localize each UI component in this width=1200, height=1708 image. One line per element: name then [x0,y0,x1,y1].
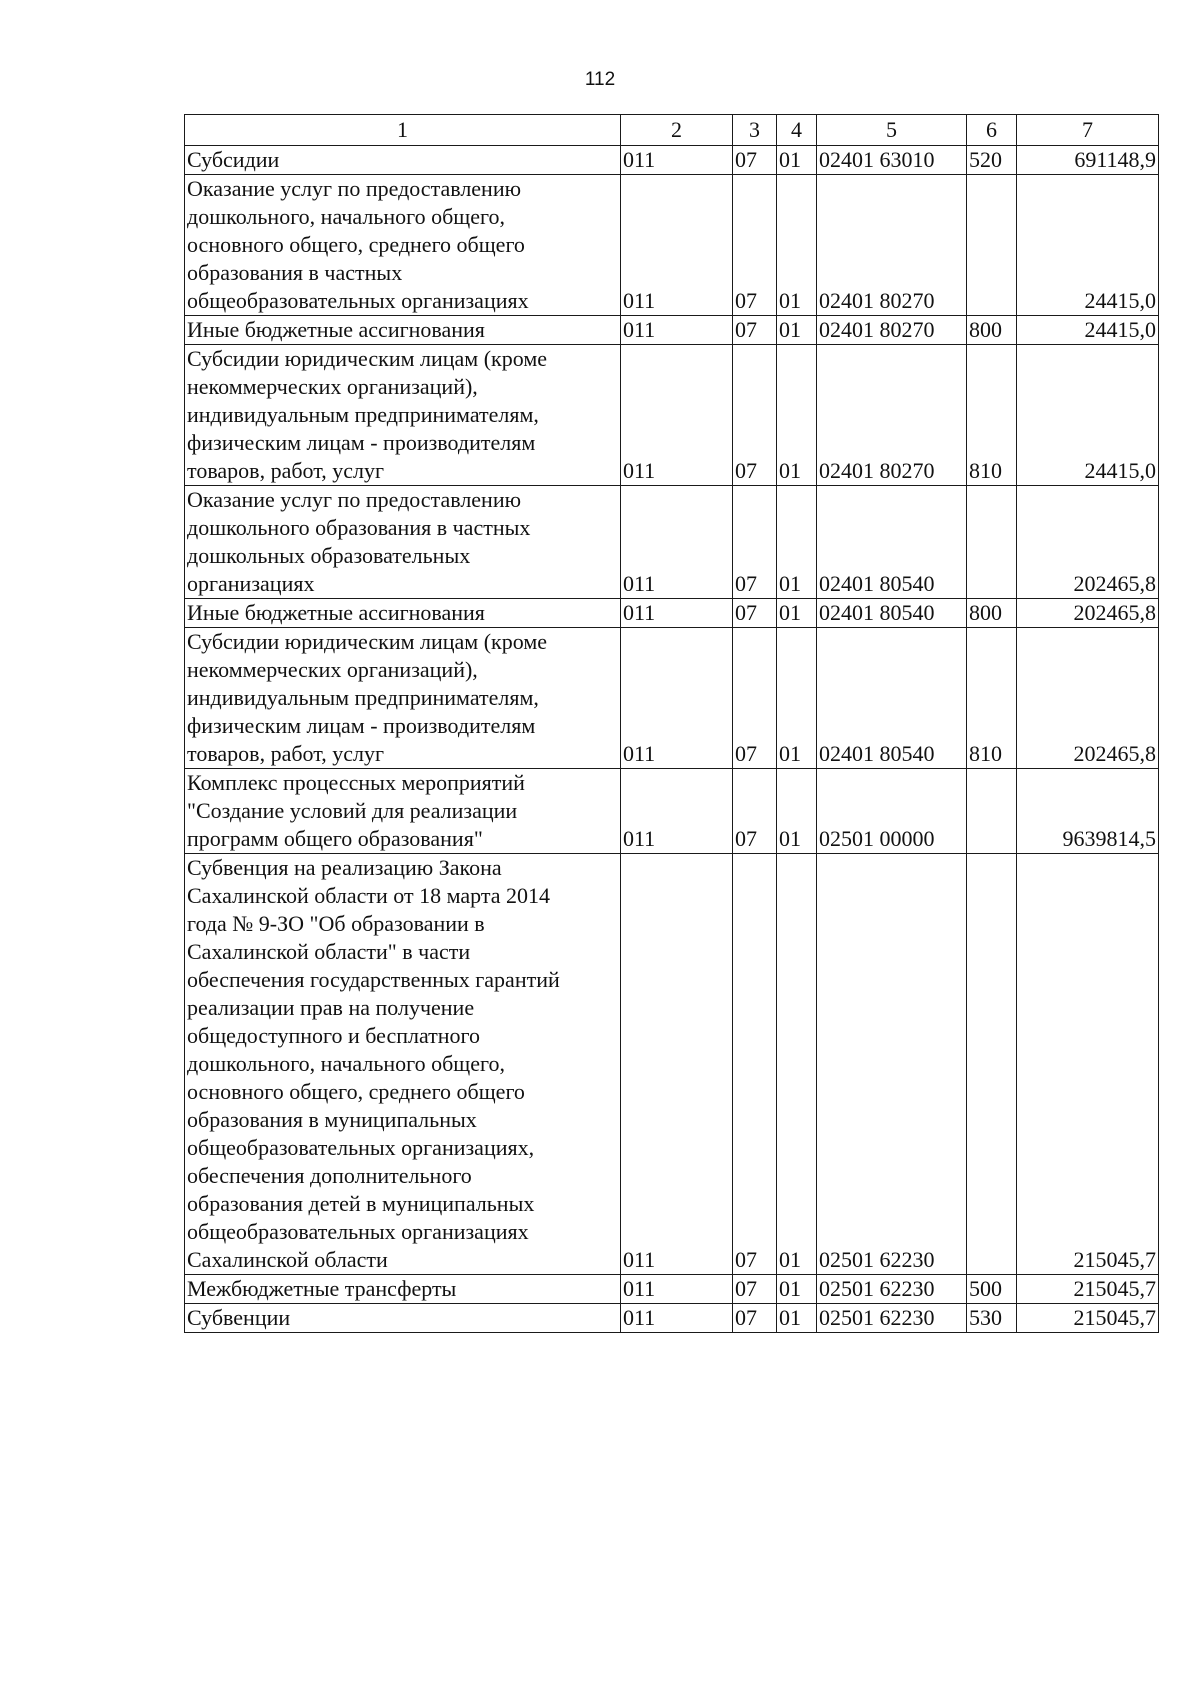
row-amount: 215045,7 [1017,1304,1159,1333]
row-expense-type: 520 [967,146,1017,175]
row-subsection: 01 [777,628,817,769]
row-name: Оказание услуг по предоставлению дошкольного образования в частных дошкольных образовательных организациях [185,486,621,599]
row-subsection: 01 [777,486,817,599]
row-section: 07 [733,146,777,175]
row-section: 07 [733,316,777,345]
table-row [185,175,1159,316]
row-section: 07 [733,854,777,1275]
row-name: Субвенции [185,1304,621,1333]
header-col-7: 7 [1017,115,1159,146]
row-name: Иные бюджетные ассигнования [185,316,621,345]
table-row [185,1275,1159,1304]
row-subsection: 01 [777,175,817,316]
row-target: 02501 62230 [817,854,967,1275]
row-name: Субсидии [185,146,621,175]
row-amount: 24415,0 [1017,175,1159,316]
row-section: 07 [733,1304,777,1333]
row-ministry: 011 [621,854,733,1275]
row-name: Межбюджетные трансферты [185,1275,621,1304]
table-row [185,854,1159,1275]
row-ministry: 011 [621,486,733,599]
row-amount: 202465,8 [1017,599,1159,628]
table-row [185,345,1159,486]
row-amount: 24415,0 [1017,316,1159,345]
header-col-2: 2 [621,115,733,146]
row-section: 07 [733,1275,777,1304]
row-ministry: 011 [621,316,733,345]
row-amount: 215045,7 [1017,854,1159,1275]
row-expense-type [967,175,1017,316]
row-target: 02501 00000 [817,769,967,854]
row-subsection: 01 [777,599,817,628]
row-target: 02401 63010 [817,146,967,175]
row-subsection: 01 [777,1275,817,1304]
row-expense-type: 500 [967,1275,1017,1304]
row-name: Субсидии юридическим лицам (кроме некоммерческих организаций), индивидуальным предпринимателям, физическим лицам - производителям товаров, работ, услуг [185,345,621,486]
row-target: 02401 80540 [817,486,967,599]
page-number: 112 [584,69,616,90]
row-name: Субсидии юридическим лицам (кроме некоммерческих организаций), индивидуальным предпринимателям, физическим лицам - производителям товаров, работ, услуг [185,628,621,769]
header-col-4: 4 [777,115,817,146]
row-target: 02401 80270 [817,345,967,486]
row-section: 07 [733,628,777,769]
row-subsection: 01 [777,854,817,1275]
header-col-5: 5 [817,115,967,146]
budget-table [184,114,1159,1333]
row-target: 02501 62230 [817,1275,967,1304]
table-row [185,316,1159,345]
table-row [185,769,1159,854]
row-name: Комплекс процессных мероприятий "Создание условий для реализации программ общего образования" [185,769,621,854]
row-subsection: 01 [777,1304,817,1333]
row-section: 07 [733,345,777,486]
row-ministry: 011 [621,599,733,628]
table-row [185,486,1159,599]
row-section: 07 [733,486,777,599]
row-amount: 215045,7 [1017,1275,1159,1304]
row-amount: 9639814,5 [1017,769,1159,854]
row-ministry: 011 [621,628,733,769]
row-expense-type: 810 [967,628,1017,769]
row-subsection: 01 [777,769,817,854]
row-name: Оказание услуг по предоставлению дошкольного, начального общего, основного общего, среднего общего образования в частных общеобразовательных организациях [185,175,621,316]
row-target: 02401 80270 [817,175,967,316]
row-target: 02401 80540 [817,599,967,628]
row-amount: 202465,8 [1017,486,1159,599]
table-row [185,1304,1159,1333]
row-section: 07 [733,175,777,316]
row-expense-type [967,854,1017,1275]
row-ministry: 011 [621,146,733,175]
row-ministry: 011 [621,769,733,854]
row-expense-type [967,486,1017,599]
row-ministry: 011 [621,175,733,316]
row-amount: 24415,0 [1017,345,1159,486]
row-ministry: 011 [621,1304,733,1333]
row-target: 02401 80270 [817,316,967,345]
row-name: Субвенция на реализацию Закона Сахалинской области от 18 марта 2014 года № 9-ЗО "Об образовании в Сахалинской области" в части обеспечения государственных гарантий реализации прав на получение общедоступного и бесплатного дошкольного, начального общего, основного общего, среднего общего образования в муниципальных общеобразовательных организациях, обеспечения дополнительного образования детей в муниципальных общеобразовательных организациях Сахалинской области [185,854,621,1275]
row-section: 07 [733,599,777,628]
header-col-6: 6 [967,115,1017,146]
header-col-1: 1 [185,115,621,146]
row-amount: 691148,9 [1017,146,1159,175]
row-name: Иные бюджетные ассигнования [185,599,621,628]
row-expense-type [967,769,1017,854]
row-target: 02501 62230 [817,1304,967,1333]
row-section: 07 [733,769,777,854]
row-subsection: 01 [777,146,817,175]
row-expense-type: 530 [967,1304,1017,1333]
header-col-3: 3 [733,115,777,146]
row-expense-type: 800 [967,316,1017,345]
row-amount: 202465,8 [1017,628,1159,769]
table-row [185,628,1159,769]
header-row [185,115,1159,146]
row-ministry: 011 [621,1275,733,1304]
row-subsection: 01 [777,345,817,486]
row-target: 02401 80540 [817,628,967,769]
table-row [185,599,1159,628]
row-ministry: 011 [621,345,733,486]
table-row [185,146,1159,175]
row-expense-type: 800 [967,599,1017,628]
row-subsection: 01 [777,316,817,345]
row-expense-type: 810 [967,345,1017,486]
